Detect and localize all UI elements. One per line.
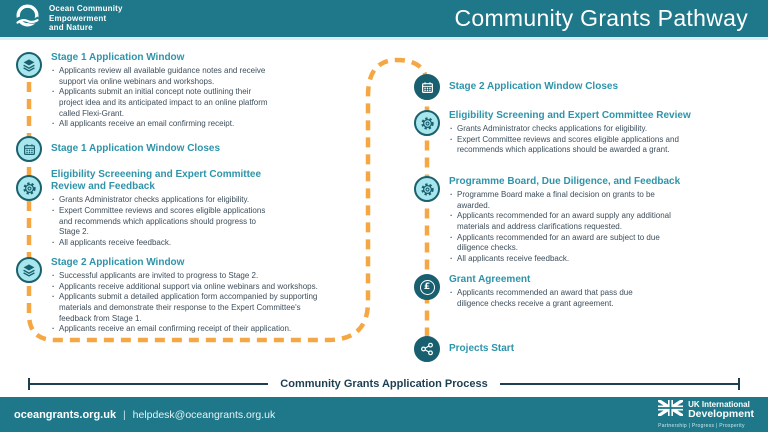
- bullet: · Programme Board make a final decision on grants to be awarded.: [449, 190, 689, 211]
- gear-icon: [16, 175, 42, 201]
- email-link[interactable]: helpdesk@oceangrants.org.uk: [132, 408, 276, 421]
- pound-icon: [414, 274, 440, 300]
- span-line-left: [30, 383, 268, 385]
- bullet: · All applicants receive feedback.: [449, 254, 689, 265]
- bullet: · Grants Administrator checks applications for eligibility.: [449, 124, 721, 135]
- calendar-icon: [16, 136, 42, 162]
- bullet: · Successful applicants are invited to progress to Stage 2.: [51, 271, 319, 282]
- uk-international-development-logo: [658, 400, 754, 430]
- stage-heading: Stage 1 Application Window: [51, 52, 185, 63]
- stage-item: [414, 176, 714, 265]
- stage-bullets: [449, 124, 721, 156]
- page-title: Community Grants Pathway: [454, 5, 748, 31]
- bullet: · Applicants submit a detailed application form accompanied by supporting materials and demonstrate their response to the Expert Committee's feedback from Stage 1.: [51, 292, 319, 324]
- stage-heading: Programme Board, Due Diligence, and Feedback: [449, 176, 681, 187]
- ukdev-tagline: Partnership | Progress | Prosperity: [658, 423, 745, 430]
- stage-item: [414, 110, 734, 156]
- bullet: · Applicants recommended for an award supply any additional materials and address clarifications requested.: [449, 211, 689, 232]
- website-link[interactable]: oceangrants.org.uk: [14, 408, 117, 421]
- stage-heading: Eligibility Screening and Expert Committee Review: [449, 110, 691, 121]
- stage-bullets: [449, 190, 689, 264]
- header-bar: [0, 0, 768, 40]
- bullet: · Expert Committee reviews and scores eligible applications and recommends which applications should progress to Stage 2.: [51, 206, 276, 238]
- stage-item: [414, 336, 634, 362]
- org-logo: [14, 3, 123, 35]
- layers-icon: [16, 257, 42, 283]
- gear-icon: [414, 176, 440, 202]
- ocean-wave-logo-icon: [14, 3, 41, 35]
- gear-icon: [414, 110, 440, 136]
- stage-heading: Eligibility Screeening and Expert Committee Review and Feedback: [51, 169, 262, 193]
- network-icon: [414, 336, 440, 362]
- process-span-bar: [28, 376, 740, 392]
- stage-item: [16, 257, 326, 335]
- org-name-line3: and Nature: [49, 23, 93, 33]
- footer-separator: |: [123, 408, 126, 421]
- pound-glyph: £: [420, 280, 435, 295]
- stage-bullets: [51, 271, 319, 335]
- stage-item: [16, 169, 306, 249]
- process-label: Community Grants Application Process: [280, 378, 488, 390]
- org-name-line1: Ocean Community: [49, 4, 123, 14]
- bullet: · Applicants submit an initial concept note outlining their project idea and its anticipated impact to an online platform called Flexi-Grant.: [51, 87, 271, 119]
- stage-item: [16, 136, 316, 162]
- bullet: · Applicants recommended for an award are subject to due diligence checks.: [449, 233, 689, 254]
- bullet: · All applicants receive feedback.: [51, 238, 276, 249]
- stage-item: [414, 274, 674, 309]
- ukdev-wordmark: [688, 401, 754, 420]
- stage-item: [414, 74, 724, 100]
- bullet: · Applicants recommended an award that pass due diligence checks receive a grant agreement.: [449, 288, 654, 309]
- footer-contact: [14, 409, 275, 421]
- footer-bar: [0, 397, 768, 432]
- ukdev-line2: Development: [688, 407, 754, 420]
- stage-heading: Stage 1 Application Window Closes: [51, 142, 221, 154]
- org-name: [49, 4, 123, 33]
- bullet: · Expert Committee reviews and scores eligible applications and recommends which applications should be awarded a grant.: [449, 135, 721, 156]
- stage-heading: Grant Agreement: [449, 274, 531, 285]
- stage-heading: Stage 2 Application Window: [51, 257, 185, 268]
- bullet: · Applicants receive an email confirming receipt of their application.: [51, 324, 319, 335]
- stage-heading: Stage 2 Application Window Closes: [449, 80, 619, 92]
- stage-bullets: [51, 66, 271, 130]
- org-name-line2: Empowerment: [49, 13, 107, 23]
- bullet: · Applicants receive additional support via online webinars and workshops.: [51, 282, 319, 293]
- ukdev-line1: UK International: [688, 399, 750, 409]
- stage-item: [16, 52, 278, 130]
- stage-heading: Projects Start: [449, 342, 515, 354]
- layers-icon: [16, 52, 42, 78]
- bullet: · Applicants review all available guidance notes and receive support via online webinars and workshops.: [51, 66, 271, 87]
- stage-bullets: [449, 288, 654, 309]
- bullet: · All applicants receive an email confirming receipt.: [51, 119, 271, 130]
- stage-bullets: [51, 195, 276, 248]
- calendar-icon: [414, 74, 440, 100]
- span-end-tick: [738, 378, 740, 390]
- bullet: · Grants Administrator checks applications for eligibility.: [51, 195, 276, 206]
- span-line-right: [500, 383, 738, 385]
- union-jack-icon: [658, 400, 683, 421]
